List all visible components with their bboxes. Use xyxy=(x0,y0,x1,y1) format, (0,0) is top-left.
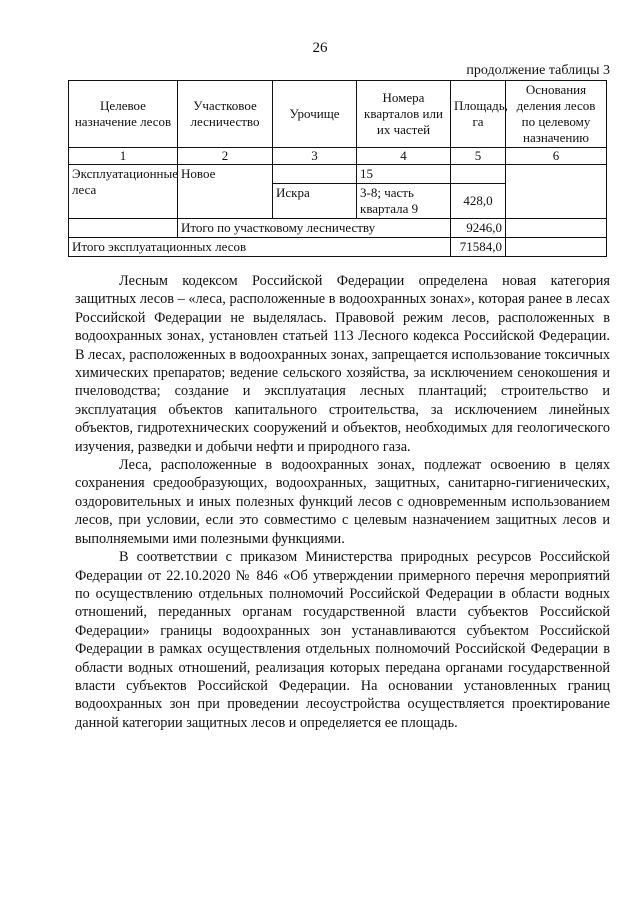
cell-empty xyxy=(506,219,607,238)
paragraph: Леса, расположенные в водоохранных зонах, подлежат освоению в целях сохранения средообразующих, водоохранных, защитных, санитарно-гигиенических, оздоровительных и иных полезных функций лесов с одновременным использованием лесов, при условии, если это совместимо с целевым назначением защитных лесов и выполняемыми ими полезными функциями. xyxy=(75,457,610,547)
cell-purpose: Эксплуатационные леса xyxy=(69,165,178,219)
subtotal-area: 9246,0 xyxy=(451,219,506,238)
total-label: Итого эксплуатационных лесов xyxy=(69,238,451,257)
subtotal-row xyxy=(69,219,607,238)
paragraph: В соответствии с приказом Министерства природных ресурсов Российской Федерации от 22.10.2020 № 846 «Об утверждении примерного перечня мероприятий по осуществлению отдельных полномочий Российской Федерации в области водных отношений, переданных органам государственной власти субъектов Российской Федерации» границы водоохранных зон устанавливаются субъектом Российской Федерации в рамках осуществления отдельных полномочий Российской Федерации в области водных отношений, реализация которых передана органами государственной власти субъектов Российской Федерации. На основании установленных границ водоохранных зон при проведении лесоустройства осуществляется проектирование данной категории защитных лесов и определяется ее площадь. xyxy=(75,549,610,731)
cell-quarter: 15 xyxy=(357,165,451,184)
cell-empty xyxy=(506,238,607,257)
page-number: 26 xyxy=(312,40,328,56)
header-tract: Урочище xyxy=(273,81,357,148)
cell-quarter: 3-8; часть квартала 9 xyxy=(357,184,451,219)
header-area: Площадь, га xyxy=(451,81,506,148)
header-basis: Основания деления лесов по целевому назначению xyxy=(506,81,607,148)
subtotal-label: Итого по участковому лесничеству xyxy=(178,219,451,238)
column-number-row xyxy=(69,148,607,165)
forest-purpose-table xyxy=(68,80,607,257)
cell-basis-empty xyxy=(506,165,607,219)
column-number: 2 xyxy=(178,148,273,165)
header-district: Участковое лесничество xyxy=(178,81,273,148)
column-number: 4 xyxy=(357,148,451,165)
cell-district: Новое xyxy=(178,165,273,219)
table-caption: продолжение таблицы 3 xyxy=(466,63,610,78)
column-number: 1 xyxy=(69,148,178,165)
cell-tract-empty xyxy=(273,165,357,184)
cell-empty xyxy=(69,219,178,238)
table-row xyxy=(69,165,607,184)
table-header-row xyxy=(69,81,607,148)
column-number: 3 xyxy=(273,148,357,165)
cell-area-empty xyxy=(451,165,506,184)
column-number: 6 xyxy=(506,148,607,165)
column-number: 5 xyxy=(451,148,506,165)
paragraph: Лесным кодексом Российской Федерации определена новая категория защитных лесов – «леса, расположенные в водоохранных зонах», которая ранее в лесах Российской Федерации не выделялась. Правовой режим лесов, расположенных в водоохранных зонах, установлен статьей 113 Лесного кодекса Российской Федерации. В лесах, расположенных в водоохранных зонах, запрещается использование токсичных химических препаратов; ведение сельского хозяйства, за исключением сенокошения и пчеловодства; создание и эксплуатация лесных плантаций; строительство и эксплуатация объектов капитального строительства, за исключением линейных объектов, гидротехнических сооружений и объектов, необходимых для геологического изучения, разведки и добычи нефти и природного газа. xyxy=(75,273,610,455)
body-text xyxy=(75,272,610,732)
header-purpose: Целевое назначение лесов xyxy=(69,81,178,148)
header-quarters: Номера кварталов или их частей xyxy=(357,81,451,148)
total-area: 71584,0 xyxy=(451,238,506,257)
cell-area: 428,0 xyxy=(451,184,506,219)
cell-tract: Искра xyxy=(273,184,357,219)
total-row xyxy=(69,238,607,257)
